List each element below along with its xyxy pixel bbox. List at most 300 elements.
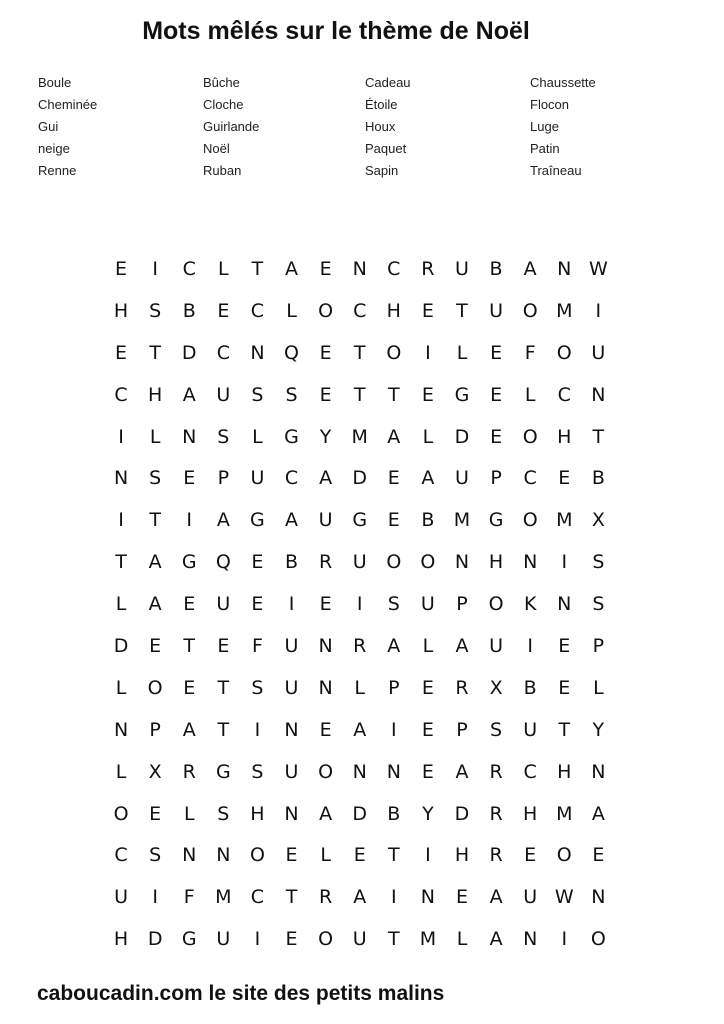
- grid-cell: S: [217, 802, 230, 825]
- grid-cell: S: [490, 718, 503, 741]
- grid-cell: L: [183, 802, 195, 825]
- grid-cell: E: [524, 844, 537, 867]
- grid-cell: N: [352, 257, 367, 280]
- grid-cell: O: [386, 341, 402, 364]
- grid-cell: X: [591, 509, 605, 532]
- word-item: Luge: [530, 119, 559, 134]
- grid-cell: O: [590, 928, 606, 951]
- grid-cell: B: [489, 257, 503, 280]
- grid-cell: E: [285, 928, 298, 951]
- grid-cell: T: [387, 928, 400, 951]
- grid-row: [104, 416, 616, 458]
- grid-cell: A: [216, 509, 230, 532]
- grid-cell: G: [215, 760, 231, 783]
- word-item: Traîneau: [530, 163, 582, 178]
- word-list-column-4: [530, 72, 690, 182]
- grid-cell: E: [285, 844, 298, 867]
- grid-cell: C: [523, 467, 537, 490]
- grid-cell: S: [387, 593, 400, 616]
- grid-cell: G: [250, 509, 265, 532]
- grid-cell: Y: [592, 718, 605, 741]
- grid-cell: E: [183, 676, 196, 699]
- grid-cell: C: [557, 383, 571, 406]
- grid-cell: A: [387, 634, 401, 657]
- grid-cell: L: [354, 676, 365, 699]
- grid-cell: M: [453, 509, 471, 532]
- grid-cell: S: [251, 760, 264, 783]
- grid-cell: F: [251, 634, 263, 657]
- grid-cell: B: [182, 299, 196, 322]
- grid-cell: L: [286, 299, 297, 322]
- grid-cell: C: [284, 467, 299, 490]
- grid-cell: X: [489, 676, 503, 699]
- grid-cell: Q: [215, 551, 231, 574]
- grid-cell: Y: [422, 802, 434, 825]
- grid-row: [104, 918, 616, 960]
- grid-cell: A: [319, 802, 333, 825]
- word-list-column-2: [203, 72, 363, 182]
- grid-cell: E: [115, 341, 128, 364]
- grid-cell: R: [353, 634, 367, 657]
- grid-cell: O: [488, 593, 504, 616]
- grid-cell: A: [489, 886, 503, 909]
- grid-cell: T: [353, 341, 366, 364]
- grid-cell: C: [250, 299, 265, 322]
- grid-cell: L: [115, 676, 127, 699]
- word-item: Bûche: [203, 75, 240, 90]
- grid-cell: A: [182, 383, 196, 406]
- word-item: Gui: [38, 119, 59, 134]
- grid-cell: H: [557, 425, 572, 448]
- grid-cell: B: [387, 802, 401, 825]
- grid-cell: X: [148, 760, 162, 783]
- grid-row: [104, 667, 616, 709]
- grid-cell: C: [353, 299, 367, 322]
- grid-row: [104, 248, 616, 290]
- grid-cell: O: [522, 425, 538, 448]
- grid-cell: A: [148, 551, 162, 574]
- grid-cell: R: [421, 257, 435, 280]
- grid-cell: T: [149, 341, 161, 364]
- grid-cell: N: [523, 928, 538, 951]
- grid-cell: A: [455, 634, 469, 657]
- grid-cell: T: [387, 844, 400, 867]
- grid-cell: I: [186, 509, 193, 532]
- grid-cell: E: [251, 551, 264, 574]
- grid-row: [104, 457, 616, 499]
- word-item: Chaussette: [530, 75, 596, 90]
- grid-cell: H: [147, 383, 163, 406]
- grid-cell: C: [387, 257, 401, 280]
- grid-cell: T: [387, 383, 400, 406]
- grid-cell: U: [455, 257, 469, 280]
- grid-cell: L: [218, 257, 229, 280]
- grid-cell: M: [556, 802, 573, 825]
- grid-cell: E: [558, 634, 571, 657]
- grid-cell: D: [113, 634, 129, 657]
- grid-cell: E: [490, 383, 503, 406]
- grid-cell: H: [250, 802, 265, 825]
- grid-cell: S: [251, 676, 264, 699]
- grid-cell: S: [149, 299, 162, 322]
- word-item: Cheminée: [38, 97, 98, 112]
- grid-cell: E: [455, 886, 468, 909]
- grid-cell: K: [523, 593, 537, 616]
- grid-cell: O: [113, 802, 129, 825]
- grid-row: [104, 876, 616, 918]
- grid-row: [104, 290, 616, 332]
- grid-cell: A: [319, 467, 333, 490]
- grid-cell: U: [250, 467, 265, 490]
- grid-cell: P: [490, 467, 502, 490]
- letter-grid: [104, 248, 616, 962]
- grid-cell: E: [319, 718, 332, 741]
- grid-cell: P: [592, 634, 605, 657]
- grid-cell: N: [386, 760, 401, 783]
- grid-cell: I: [425, 341, 431, 364]
- grid-cell: N: [454, 551, 470, 574]
- grid-cell: N: [182, 844, 197, 867]
- grid-cell: P: [149, 718, 161, 741]
- grid-cell: M: [556, 509, 573, 532]
- grid-cell: O: [522, 299, 538, 322]
- grid-cell: L: [422, 634, 434, 657]
- grid-cell: D: [181, 341, 197, 364]
- grid-cell: F: [524, 341, 536, 364]
- grid-cell: R: [319, 886, 333, 909]
- grid-cell: I: [561, 928, 568, 951]
- grid-row: [104, 709, 616, 751]
- grid-cell: G: [352, 509, 368, 532]
- grid-cell: N: [523, 551, 538, 574]
- grid-cell: H: [454, 844, 470, 867]
- word-item: Boule: [38, 75, 72, 90]
- grid-cell: S: [149, 844, 162, 867]
- grid-row: [104, 793, 616, 835]
- grid-row: [104, 332, 616, 374]
- grid-cell: I: [118, 425, 124, 448]
- grid-cell: H: [386, 299, 401, 322]
- grid-cell: L: [115, 593, 127, 616]
- grid-cell: T: [592, 425, 605, 448]
- grid-row: [104, 751, 616, 793]
- grid-cell: I: [152, 257, 158, 280]
- grid-cell: E: [251, 593, 264, 616]
- grid-cell: N: [591, 886, 606, 909]
- grid-cell: S: [149, 467, 162, 490]
- grid-cell: S: [285, 383, 298, 406]
- grid-cell: A: [285, 257, 299, 280]
- word-item: neige: [38, 141, 70, 156]
- grid-cell: O: [249, 844, 265, 867]
- grid-cell: P: [456, 593, 468, 616]
- grid-cell: B: [591, 467, 605, 490]
- grid-cell: O: [522, 509, 538, 532]
- grid-cell: I: [254, 718, 261, 741]
- grid-cell: I: [152, 886, 158, 909]
- word-item: Flocon: [530, 97, 570, 112]
- grid-cell: R: [489, 760, 503, 783]
- word-item: Étoile: [365, 97, 398, 112]
- grid-cell: N: [284, 718, 299, 741]
- grid-cell: R: [182, 760, 196, 783]
- grid-cell: L: [593, 676, 604, 699]
- word-item: Patin: [530, 141, 560, 156]
- grid-cell: U: [114, 886, 128, 909]
- grid-cell: E: [490, 341, 503, 364]
- grid-cell: N: [250, 341, 265, 364]
- page-title: Mots mêlés sur le thème de Noël: [142, 17, 530, 45]
- grid-cell: U: [284, 676, 299, 699]
- grid-cell: T: [285, 886, 298, 909]
- grid-cell: A: [421, 467, 435, 490]
- grid-cell: L: [115, 760, 127, 783]
- grid-cell: O: [318, 928, 334, 951]
- grid-cell: C: [216, 341, 230, 364]
- word-list-column-3: [365, 72, 525, 182]
- grid-cell: S: [251, 383, 264, 406]
- grid-cell: D: [352, 802, 368, 825]
- grid-cell: E: [592, 844, 605, 867]
- grid-row: [104, 583, 616, 625]
- grid-cell: H: [557, 760, 572, 783]
- grid-cell: C: [523, 760, 537, 783]
- grid-cell: W: [588, 257, 608, 280]
- grid-cell: A: [353, 718, 367, 741]
- grid-cell: R: [489, 802, 503, 825]
- grid-cell: P: [456, 718, 468, 741]
- grid-cell: N: [318, 676, 333, 699]
- grid-cell: L: [252, 425, 263, 448]
- grid-cell: E: [421, 676, 434, 699]
- grid-cell: E: [149, 802, 162, 825]
- grid-cell: P: [388, 676, 400, 699]
- grid-cell: N: [591, 383, 606, 406]
- grid-cell: I: [288, 593, 295, 616]
- word-list-column-1: [38, 72, 198, 182]
- word-item: Renne: [38, 163, 77, 178]
- grid-cell: R: [455, 676, 469, 699]
- grid-cell: G: [284, 425, 299, 448]
- grid-cell: G: [454, 383, 470, 406]
- grid-cell: E: [387, 467, 400, 490]
- grid-cell: L: [422, 425, 434, 448]
- grid-row: [104, 625, 616, 667]
- grid-row: [104, 834, 616, 876]
- grid-cell: U: [591, 341, 606, 364]
- grid-cell: U: [489, 299, 504, 322]
- grid-cell: O: [318, 299, 334, 322]
- grid-cell: H: [523, 802, 538, 825]
- grid-cell: E: [217, 634, 230, 657]
- grid-cell: G: [181, 928, 197, 951]
- grid-cell: E: [558, 467, 571, 490]
- grid-cell: I: [561, 551, 568, 574]
- grid-cell: D: [147, 928, 163, 951]
- grid-cell: B: [284, 551, 299, 574]
- grid-cell: E: [183, 467, 196, 490]
- grid-cell: E: [490, 425, 503, 448]
- grid-cell: E: [217, 299, 230, 322]
- grid-cell: E: [183, 593, 196, 616]
- grid-cell: M: [215, 886, 232, 909]
- grid-cell: E: [558, 676, 571, 699]
- grid-cell: E: [353, 844, 366, 867]
- grid-cell: U: [489, 634, 504, 657]
- grid-cell: E: [421, 383, 434, 406]
- grid-cell: E: [421, 299, 434, 322]
- word-item: Cadeau: [365, 75, 411, 90]
- grid-cell: E: [319, 593, 332, 616]
- grid-cell: A: [455, 760, 469, 783]
- grid-cell: I: [595, 299, 602, 322]
- grid-cell: I: [390, 886, 397, 909]
- grid-row: [104, 499, 616, 541]
- grid-cell: M: [351, 425, 368, 448]
- grid-cell: A: [353, 886, 367, 909]
- grid-cell: U: [216, 383, 231, 406]
- grid-cell: M: [556, 299, 573, 322]
- grid-row: [104, 541, 616, 583]
- word-item: Paquet: [365, 141, 407, 156]
- grid-cell: U: [352, 551, 367, 574]
- grid-cell: O: [318, 760, 334, 783]
- grid-cell: R: [489, 844, 503, 867]
- grid-cell: N: [113, 718, 129, 741]
- grid-cell: U: [318, 509, 333, 532]
- grid-cell: A: [182, 718, 196, 741]
- grid-cell: S: [592, 593, 605, 616]
- word-item: Houx: [365, 119, 396, 134]
- grid-cell: T: [115, 551, 127, 574]
- grid-cell: I: [527, 634, 533, 657]
- grid-cell: U: [284, 634, 299, 657]
- word-list: [38, 72, 678, 184]
- grid-cell: R: [319, 551, 333, 574]
- grid-row: [104, 374, 616, 416]
- grid-cell: G: [488, 509, 504, 532]
- grid-cell: A: [387, 425, 401, 448]
- grid-cell: Y: [319, 425, 332, 448]
- grid-cell: N: [318, 634, 333, 657]
- grid-cell: C: [114, 844, 128, 867]
- grid-cell: S: [217, 425, 230, 448]
- grid-cell: T: [217, 676, 230, 699]
- grid-cell: T: [558, 718, 571, 741]
- grid-cell: U: [523, 886, 538, 909]
- grid-cell: P: [217, 467, 230, 490]
- word-item: Cloche: [203, 97, 244, 112]
- grid-cell: T: [183, 634, 196, 657]
- grid-cell: N: [557, 593, 572, 616]
- grid-cell: A: [591, 802, 605, 825]
- grid-cell: H: [488, 551, 504, 574]
- grid-cell: U: [284, 760, 299, 783]
- grid-cell: N: [216, 844, 231, 867]
- grid-cell: A: [285, 509, 299, 532]
- grid-cell: H: [113, 299, 129, 322]
- grid-cell: B: [523, 676, 537, 699]
- grid-cell: O: [147, 676, 163, 699]
- grid-cell: L: [456, 341, 468, 364]
- grid-cell: A: [523, 257, 537, 280]
- grid-cell: N: [182, 425, 197, 448]
- grid-cell: G: [181, 551, 197, 574]
- grid-cell: U: [455, 467, 469, 490]
- grid-cell: I: [254, 928, 261, 951]
- grid-cell: N: [420, 886, 435, 909]
- grid-cell: N: [591, 760, 606, 783]
- grid-cell: N: [284, 802, 299, 825]
- grid-cell: O: [420, 551, 436, 574]
- grid-cell: E: [115, 257, 128, 280]
- grid-cell: U: [420, 593, 435, 616]
- grid-cell: O: [556, 844, 572, 867]
- grid-cell: L: [524, 383, 536, 406]
- grid-cell: O: [386, 551, 402, 574]
- grid-cell: T: [456, 299, 468, 322]
- grid-cell: E: [149, 634, 162, 657]
- grid-cell: I: [425, 844, 431, 867]
- grid-cell: T: [353, 383, 366, 406]
- grid-cell: H: [113, 928, 129, 951]
- grid-cell: T: [251, 257, 264, 280]
- grid-cell: U: [523, 718, 538, 741]
- grid-cell: O: [556, 341, 572, 364]
- grid-cell: E: [319, 383, 332, 406]
- grid-cell: I: [118, 509, 124, 532]
- grid-cell: E: [387, 509, 400, 532]
- grid-cell: C: [114, 383, 128, 406]
- grid-cell: T: [217, 718, 230, 741]
- grid-cell: I: [390, 718, 397, 741]
- grid-cell: C: [250, 886, 265, 909]
- grid-cell: A: [148, 593, 162, 616]
- grid-cell: W: [554, 886, 574, 909]
- grid-cell: E: [421, 718, 434, 741]
- grid-cell: I: [356, 593, 363, 616]
- grid-cell: Q: [284, 341, 299, 364]
- grid-cell: F: [183, 886, 195, 909]
- word-item: Guirlande: [203, 119, 260, 134]
- grid-cell: U: [216, 593, 231, 616]
- grid-cell: N: [557, 257, 572, 280]
- grid-cell: L: [320, 844, 331, 867]
- word-item: Ruban: [203, 163, 242, 178]
- grid-cell: U: [352, 928, 367, 951]
- grid-cell: D: [454, 802, 470, 825]
- grid-cell: L: [456, 928, 468, 951]
- grid-cell: M: [419, 928, 437, 951]
- grid-cell: S: [592, 551, 605, 574]
- grid-cell: E: [319, 341, 332, 364]
- grid-cell: E: [319, 257, 332, 280]
- grid-cell: E: [421, 760, 434, 783]
- grid-cell: U: [216, 928, 231, 951]
- grid-cell: D: [454, 425, 470, 448]
- word-item: Sapin: [365, 163, 399, 178]
- grid-cell: A: [489, 928, 503, 951]
- word-item: Noël: [203, 141, 230, 156]
- grid-cell: L: [149, 425, 161, 448]
- grid-cell: C: [182, 257, 196, 280]
- grid-cell: B: [421, 509, 435, 532]
- grid-cell: T: [149, 509, 161, 532]
- grid-cell: D: [352, 467, 368, 490]
- grid-cell: N: [352, 760, 367, 783]
- footer-text: caboucadin.com le site des petits malins: [37, 982, 445, 1005]
- grid-cell: N: [113, 467, 129, 490]
